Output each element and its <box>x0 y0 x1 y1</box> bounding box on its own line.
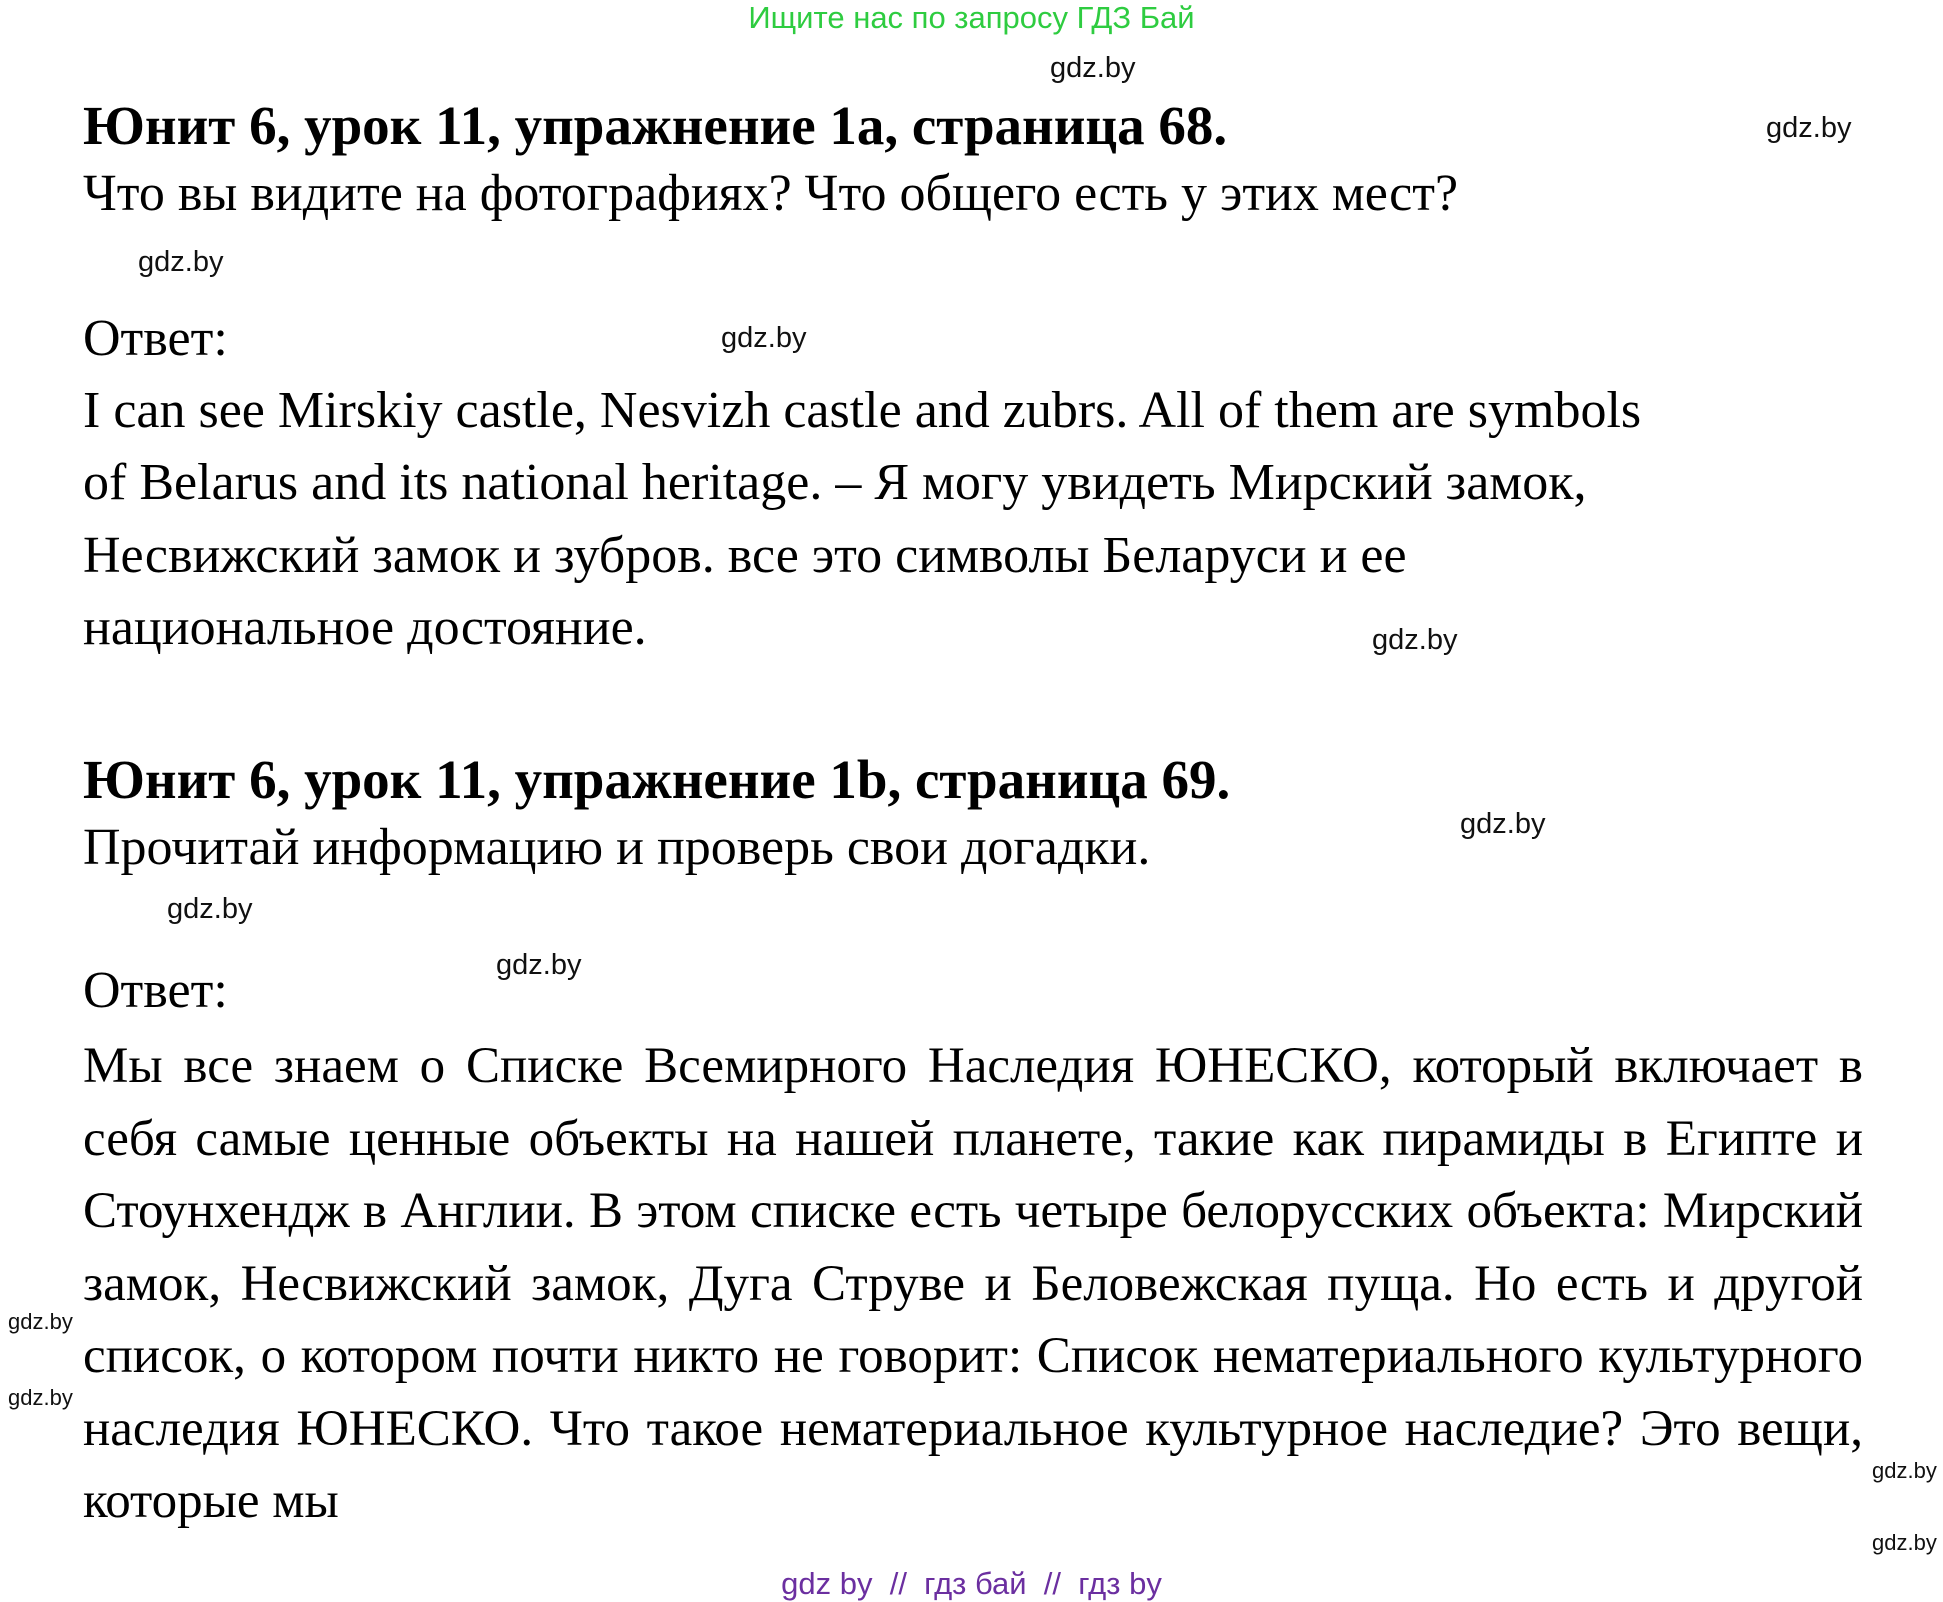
answer-label-1a: Ответ: <box>83 310 228 367</box>
watermark: gdz.by <box>138 246 224 278</box>
watermark: gdz.by <box>1766 112 1852 144</box>
answer-line: of Belarus and its national heritage. – Я могу увидеть Мирский замок, <box>83 454 1587 511</box>
answer-text-1b: Мы все знаем о Списке Всемирного Наследия ЮНЕСКО, который включает в себя самые ценные объекты на нашей планете, такие как пирамиды в Египте и Стоунхендж в Англии. В этом списке есть четыре белорусских объекта: Мирский замок, Несвижский замок, Дуга Струве и Беловежская пуща. Но есть и другой список, о котором почти никто не говорит: Список нематериального культурного наследия ЮНЕСКО. Что такое нематериальное культурное наследие? Это вещи, которые мы <box>83 1038 1863 1529</box>
footer-links: gdz by // гдз бай // гдз by <box>781 1566 1162 1601</box>
answer-line: национальное достояние. <box>83 599 647 656</box>
watermark: gdz.by <box>1872 1530 1937 1555</box>
question-1a: Что вы видите на фотографиях? Что общего есть у этих мест? <box>83 165 1459 222</box>
watermark: gdz.by <box>1050 52 1136 84</box>
answer-label-1b: Ответ: <box>83 962 228 1019</box>
answer-line: Несвижский замок и зубров. все это символы Беларуси и ее <box>83 527 1407 584</box>
search-banner: Ищите нас по запросу ГДЗ Бай <box>748 0 1195 35</box>
watermark: gdz.by <box>721 322 807 354</box>
question-1b: Прочитай информацию и проверь свои догадки. <box>83 819 1151 876</box>
watermark: gdz.by <box>496 949 582 981</box>
watermark: gdz.by <box>1460 808 1546 840</box>
exercise-title-1b: Юнит 6, урок 11, упражнение 1b, страница 69. <box>83 749 1231 810</box>
watermark: gdz.by <box>1872 1458 1937 1483</box>
watermark: gdz.by <box>8 1309 73 1334</box>
exercise-title-1a: Юнит 6, урок 11, упражнение 1a, страница 68. <box>83 95 1228 156</box>
watermark: gdz.by <box>8 1385 73 1410</box>
answer-line: I can see Mirskiy castle, Nesvizh castle and zubrs. All of them are symbols <box>83 382 1642 439</box>
watermark: gdz.by <box>1372 624 1458 656</box>
watermark: gdz.by <box>167 893 253 925</box>
